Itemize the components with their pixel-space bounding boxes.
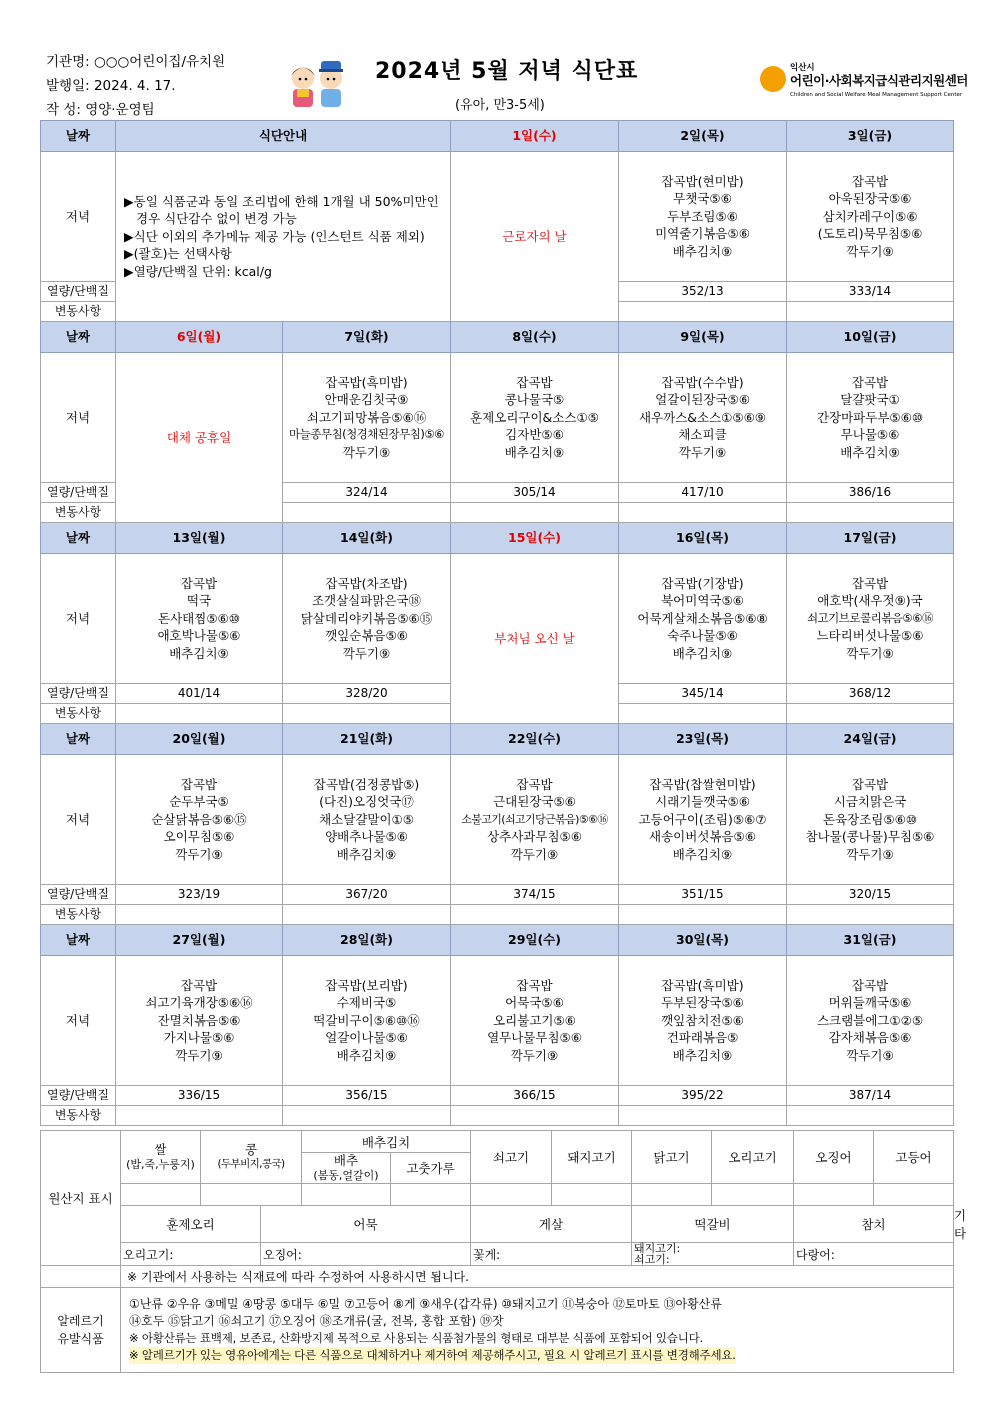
week5-change-row: [41, 1106, 954, 1126]
menu-item: 잡곡밥(보리밥): [325, 977, 408, 993]
menu-item: 잡곡밥: [851, 173, 889, 189]
menu-item: 스크램블에그①②⑤: [816, 1012, 924, 1028]
menu-item: 숙주나물⑤⑥: [667, 628, 738, 644]
change-cell: [283, 503, 451, 523]
menu-may-20: [116, 755, 283, 885]
menu-item: 잡곡밥: [851, 977, 889, 993]
menu-may-30: [619, 956, 787, 1086]
kcal-may-7: 324/14: [283, 483, 451, 503]
menu-item: 잡곡밥: [180, 575, 218, 591]
origin-crab: 게살: [471, 1206, 632, 1243]
change-cell: [116, 905, 283, 925]
issue-date: 발행일: 2024. 4. 17.: [46, 78, 176, 94]
origin-bean-sub: (두부비지,콩국): [217, 1158, 285, 1170]
kcal-may-20: 323/19: [116, 885, 283, 905]
kcal-may-13: 401/14: [116, 684, 283, 704]
menu-item: 수제비국⑤: [336, 995, 397, 1011]
dinner-label: 저녁: [41, 152, 116, 282]
menu-item: 순두부국⑤: [169, 794, 229, 810]
menu-item: 애호박나물⑤⑥: [157, 628, 241, 644]
menu-item: 잡곡밥: [516, 776, 553, 792]
week5-kcal-row: [41, 1086, 954, 1106]
menu-may-28: [283, 956, 451, 1086]
origin-cabbage: [302, 1153, 391, 1184]
origin-squid-field: 오징어:: [261, 1243, 471, 1266]
origin-chicken: 닭고기: [632, 1131, 712, 1184]
menu-may-24: [787, 755, 954, 885]
origin-tteokgalbi: 떡갈비: [632, 1206, 794, 1243]
date-may-20: 20일(월): [116, 724, 283, 755]
week2-menu-row: [41, 353, 954, 483]
origin-value-cell: [121, 1184, 201, 1206]
origin-allergy-table: [40, 1130, 967, 1373]
menu-may-7: [283, 353, 451, 483]
menu-item: 닭살데리야키볶음⑤⑥⑮: [300, 610, 433, 626]
menu-may-13: [116, 554, 283, 684]
week1-header: [41, 121, 954, 152]
menu-may-3: [787, 152, 954, 282]
menu-item: 상추사과무침⑤⑥: [487, 829, 582, 845]
logo-center-name: 어린이·사회복지급식관리지원센터: [790, 73, 968, 88]
dinner-label: 저녁: [41, 353, 116, 483]
menu-item: 근대된장국⑤⑥: [493, 794, 576, 810]
menu-may-2: [619, 152, 787, 282]
menu-item: 배추김치⑨: [504, 444, 565, 460]
author: 작 성: 영양·운영팀: [46, 102, 155, 118]
origin-header-row-3: 훈제오리 어묵 게살 떡갈비 참치 기타: [41, 1206, 954, 1243]
menu-may-8: [451, 353, 619, 483]
dinner-label: 저녁: [41, 554, 116, 684]
menu-item: 배추김치⑨: [840, 444, 900, 460]
notice-box: [116, 152, 451, 322]
date-may-27: 27일(월): [116, 925, 283, 956]
allergy-line: ※ 알레르기가 있는 영유아에게는 다른 식품으로 대체하거나 제거하여 제공해주시고, 필요 시 알레르기 표시를 변경해주세요.: [129, 1348, 736, 1362]
menu-item: 두부된장국⑤⑥: [661, 995, 744, 1011]
menu-item: 잡곡밥(기장밥): [661, 575, 744, 591]
kcal-label: 열량/단백질: [41, 1086, 116, 1106]
menu-item: 순살닭볶음⑤⑥⑮: [151, 811, 247, 827]
menu-item: 애호박(새우젓⑨)국: [817, 593, 923, 609]
menu-item: 건파래볶음⑤: [666, 1030, 739, 1046]
date-may-23: 23일(목): [619, 724, 787, 755]
origin-rice-sub: (밥,죽,누룽지): [126, 1158, 195, 1171]
change-cell: [619, 704, 787, 724]
origin-mackerel: 고등어: [874, 1131, 954, 1184]
date-may-17: 17일(금): [787, 523, 954, 554]
origin-pepper: 고춧가루: [391, 1153, 471, 1184]
menu-item: 머위들깨국⑤⑥: [828, 995, 912, 1011]
week4-header: [41, 724, 954, 755]
origin-beef: 쇠고기: [471, 1131, 552, 1184]
origin-pork: 돼지고기: [552, 1131, 632, 1184]
origin-value-cell: [552, 1184, 632, 1206]
allergy-label-line: 유발식품: [57, 1332, 104, 1346]
menu-item: 가지나물⑤⑥: [163, 1030, 235, 1046]
menu-item: 아욱된장국⑤⑥: [828, 191, 912, 207]
kcal-may-14: 328/20: [283, 684, 451, 704]
change-cell: [451, 1106, 619, 1126]
origin-duck: 오리고기: [712, 1131, 794, 1184]
kcal-may-9: 417/10: [619, 483, 787, 503]
kcal-may-27: 336/15: [116, 1086, 283, 1106]
page-subtitle: (유아, 만3-5세): [455, 98, 545, 113]
menu-item: 잡곡밥(차조밥): [325, 575, 408, 591]
menu-item: 느타리버섯나물⑤⑥: [816, 628, 924, 644]
menu-item: 양배추나물⑤⑥: [325, 829, 408, 845]
date-may-13: 13일(월): [116, 523, 283, 554]
change-cell: [787, 905, 954, 925]
notice-line: 경우 식단감수 없이 변경 가능: [136, 211, 297, 227]
menu-item: 북어미역국⑤⑥: [661, 593, 744, 609]
menu-item: 간장마파두부⑤⑥⑩: [816, 409, 924, 425]
page-header: [0, 0, 992, 118]
menu-item: 참나물(콩나물)무침⑤⑥: [805, 829, 935, 845]
kcal-may-10: 386/16: [787, 483, 954, 503]
menu-item: 배추김치⑨: [672, 846, 733, 862]
origin-value-cell: [471, 1184, 552, 1206]
notice-line: ▶(괄호)는 선택사항: [124, 246, 232, 262]
org-name: 기관명: ○○○어린이집/유치원: [46, 54, 226, 70]
menu-item: 콩나물국⑤: [504, 392, 565, 408]
origin-duck-field: 오리고기:: [121, 1243, 261, 1266]
menu-table: [40, 120, 954, 1126]
week4-kcal-row: [41, 885, 954, 905]
dinner-label: 저녁: [41, 956, 116, 1086]
menu-item: 깍두기⑨: [342, 645, 391, 661]
origin-tuna-field: 다랑어:: [794, 1243, 954, 1266]
menu-may-9: [619, 353, 787, 483]
menu-item: 잡곡밥(검정콩밥⑤): [313, 776, 420, 792]
menu-item: 잡곡밥: [851, 374, 889, 390]
menu-item: 깍두기⑨: [175, 846, 223, 862]
change-cell: [787, 704, 954, 724]
menu-item: 마늘종무침(청경채된장무침)⑤⑥: [289, 427, 444, 442]
kcal-may-17: 368/12: [787, 684, 954, 704]
week3-menu-row: [41, 554, 954, 684]
week4-menu-row: [41, 755, 954, 885]
change-cell: [787, 302, 954, 322]
origin-kimchi: 배추김치: [302, 1131, 471, 1153]
menu-item: 어묵국⑤⑥: [505, 995, 564, 1011]
holiday-may-6: 대체 공휴일: [116, 353, 283, 523]
menu-item: 안매운김칫국⑨: [324, 392, 409, 408]
menu-item: 깍두기⑨: [342, 444, 391, 460]
menu-item: 잡곡밥: [516, 374, 553, 390]
week5-menu-row: [41, 956, 954, 1086]
change-label: 변동사항: [41, 302, 116, 322]
date-may-14: 14일(화): [283, 523, 451, 554]
week4-change-row: [41, 905, 954, 925]
date-may-10: 10일(금): [787, 322, 954, 353]
change-cell: [451, 503, 619, 523]
menu-item: 깍두기⑨: [846, 243, 894, 259]
notice-line: ▶열량/단백질 단위: kcal/g: [124, 263, 272, 279]
kcal-may-23: 351/15: [619, 885, 787, 905]
allergy-line: ①난류 ②우유 ③메밀 ④땅콩 ⑤대두 ⑥밀 ⑦고등어 ⑧게 ⑨새우(갑각류) ⑩돼지고기 ⑪복숭아 ⑫토마토 ⑬아황산류: [129, 1297, 722, 1311]
menu-item: 채소피클: [678, 427, 727, 443]
menu-may-21: [283, 755, 451, 885]
change-cell: [283, 1106, 451, 1126]
menu-item: 잡곡밥: [516, 977, 553, 993]
menu-item: 깍두기⑨: [846, 846, 894, 862]
origin-pork-field: 돼지고기:: [634, 1242, 681, 1255]
allergy-line: ※ 아황산류는 표백제, 보존료, 산화방지제 목적으로 사용되는 식품첨가물의 형태로 대부분 식품에 포함되어 있습니다.: [129, 1331, 703, 1345]
origin-value-cell: [632, 1184, 712, 1206]
menu-item: 돈사태찜⑤⑥⑩: [158, 610, 240, 626]
menu-item: 새송이버섯볶음⑤⑥: [649, 829, 756, 845]
date-may-6: 6일(월): [116, 322, 283, 353]
change-cell: [619, 1106, 787, 1126]
menu-may-16: [619, 554, 787, 684]
kcal-label: 열량/단백질: [41, 483, 116, 503]
change-cell: [619, 503, 787, 523]
notice-line: ▶식단 이외의 추가메뉴 제공 가능 (인스턴트 식품 제외): [124, 228, 425, 244]
origin-value-cell: [391, 1184, 471, 1206]
menu-item: 얼갈이나물⑤⑥: [325, 1030, 408, 1046]
menu-item: 떡갈비구이⑤⑥⑩⑯: [313, 1012, 420, 1028]
date-may-24: 24일(금): [787, 724, 954, 755]
menu-item: 시금치맑은국: [833, 794, 907, 810]
week1-menu-row: [41, 152, 954, 282]
menu-item: 깍두기⑨: [510, 846, 559, 862]
change-cell: [451, 905, 619, 925]
allergy-label: [41, 1288, 121, 1373]
menu-item: 달걀팟국①: [840, 392, 900, 408]
change-label: 변동사항: [41, 704, 116, 724]
origin-cabbage-sub: (봄동,얼갈이): [313, 1169, 379, 1182]
origin-value-row-1: [41, 1184, 954, 1206]
menu-may-14: [283, 554, 451, 684]
origin-value-cell: [201, 1184, 302, 1206]
date-may-1: 1일(수): [451, 121, 619, 152]
menu-item: 배추김치⑨: [672, 243, 733, 259]
kcal-may-28: 356/15: [283, 1086, 451, 1106]
kcal-label: 열량/단백질: [41, 885, 116, 905]
date-may-9: 9일(목): [619, 322, 787, 353]
menu-may-23: [619, 755, 787, 885]
holiday-may-1: 근로자의 날: [451, 152, 619, 322]
menu-item: 돈육장조림⑤⑥⑩: [823, 811, 917, 827]
kcal-label: 열량/단백질: [41, 684, 116, 704]
menu-item: 깍두기⑨: [846, 645, 894, 661]
logo-city: 익산시: [790, 63, 815, 73]
change-label: 변동사항: [41, 905, 116, 925]
kcal-may-31: 387/14: [787, 1086, 954, 1106]
date-may-3: 3일(금): [787, 121, 954, 152]
origin-value-cell: [712, 1184, 794, 1206]
page-title: 2024년 5월 저녁 식단표: [375, 59, 639, 84]
center-logo: [760, 63, 968, 104]
allergy-line: ⑭호두 ⑮닭고기 ⑯쇠고기 ⑰오징어 ⑱조개류(굴, 전복, 홍합 포함) ⑲잣: [129, 1314, 504, 1328]
origin-value-cell: [302, 1184, 391, 1206]
menu-item: 잡곡밥(흑미밥): [661, 977, 744, 993]
change-cell: [116, 704, 283, 724]
notice-line: ▶동일 식품군과 동일 조리법에 한해 1개월 내 50%미만인: [124, 193, 439, 209]
menu-item: 깍두기⑨: [510, 1047, 559, 1063]
week5-header: [41, 925, 954, 956]
holiday-may-15: 부처님 오신 날: [451, 554, 619, 724]
change-cell: [283, 905, 451, 925]
menu-item: 깻잎순볶음⑤⑥: [325, 628, 408, 644]
menu-item: 잡곡밥: [180, 977, 218, 993]
kids-illustration-icon: [283, 56, 353, 110]
origin-label-cont: [41, 1266, 121, 1288]
origin-crab-field: 꽃게:: [471, 1243, 632, 1266]
menu-item: 쇠고기피망볶음⑤⑥⑯: [306, 409, 427, 425]
menu-item: 무챗국⑤⑥: [673, 191, 732, 207]
dinner-label: 저녁: [41, 755, 116, 885]
menu-item: 깍두기⑨: [678, 444, 727, 460]
kcal-may-8: 305/14: [451, 483, 619, 503]
date-may-8: 8일(수): [451, 322, 619, 353]
origin-value-cell: [794, 1184, 874, 1206]
date-may-15: 15일(수): [451, 523, 619, 554]
menu-item: 쇠고기육개장⑤⑥⑯: [145, 995, 253, 1011]
menu-item: 깍두기⑨: [175, 1047, 223, 1063]
date-may-16: 16일(목): [619, 523, 787, 554]
menu-item: 배추김치⑨: [672, 645, 733, 661]
menu-item: 두부조림⑤⑥: [667, 208, 738, 224]
menu-item: 시래기들깻국⑤⑥: [655, 794, 750, 810]
kcal-may-22: 374/15: [451, 885, 619, 905]
allergy-label-line: 알레르기: [57, 1314, 104, 1328]
logo-english: Children and Social Welfare Meal Management Support Center: [790, 92, 963, 98]
origin-value-cell: [874, 1184, 954, 1206]
origin-tuna: 참치: [794, 1206, 954, 1243]
menu-item: 잡곡밥(현미밥): [661, 173, 744, 189]
date-label: 날짜: [41, 523, 116, 554]
smile-logo-icon: [760, 66, 786, 92]
change-label: 변동사항: [41, 1106, 116, 1126]
origin-rice: [121, 1131, 201, 1184]
menu-item: 잡곡밥(흑미밥): [325, 374, 408, 390]
date-may-7: 7일(화): [283, 322, 451, 353]
menu-item: 깍두기⑨: [846, 1047, 894, 1063]
origin-header-row-1: [41, 1131, 954, 1153]
menu-item: 어묵게살채소볶음⑤⑥⑧: [637, 610, 768, 626]
menu-may-27: [116, 956, 283, 1086]
change-cell: [116, 1106, 283, 1126]
week3-header: [41, 523, 954, 554]
date-may-2: 2일(목): [619, 121, 787, 152]
menu-item: 잡곡밥(찹쌀현미밥): [649, 776, 756, 792]
date-label: 날짜: [41, 121, 116, 152]
allergy-row: [41, 1288, 954, 1373]
date-may-29: 29일(수): [451, 925, 619, 956]
menu-item: 잡곡밥: [851, 575, 889, 591]
date-may-28: 28일(화): [283, 925, 451, 956]
origin-value-row-2: [41, 1243, 954, 1266]
change-cell: [787, 1106, 954, 1126]
menu-item: 잡곡밥: [851, 776, 889, 792]
origin-squid: 오징어: [794, 1131, 874, 1184]
origin-bean: [201, 1131, 302, 1184]
origin-fishcake: 어묵: [261, 1206, 471, 1243]
menu-item: 배추김치⑨: [336, 1047, 397, 1063]
menu-item: 배추김치⑨: [336, 846, 397, 862]
menu-item: 고등어구이(조림)⑤⑥⑦: [638, 811, 767, 827]
allergy-text: [121, 1288, 954, 1373]
kcal-may-21: 367/20: [283, 885, 451, 905]
menu-item: 잡곡밥: [180, 776, 218, 792]
menu-may-29: [451, 956, 619, 1086]
change-cell: [283, 704, 451, 724]
date-label: 날짜: [41, 925, 116, 956]
guide-header: 식단안내: [116, 121, 451, 152]
menu-item: (도토리)묵무침⑤⑥: [817, 226, 923, 242]
menu-item: 깻잎참치전⑤⑥: [661, 1012, 744, 1028]
menu-item: 오리불고기⑤⑥: [493, 1012, 576, 1028]
menu-may-22: [451, 755, 619, 885]
menu-may-10: [787, 353, 954, 483]
menu-item: 잡곡밥(수수밥): [661, 374, 744, 390]
kcal-may-29: 366/15: [451, 1086, 619, 1106]
menu-item: 잔멸치볶음⑤⑥: [157, 1012, 241, 1028]
date-label: 날짜: [41, 724, 116, 755]
date-may-31: 31일(금): [787, 925, 954, 956]
date-may-22: 22일(수): [451, 724, 619, 755]
kcal-may-24: 320/15: [787, 885, 954, 905]
kcal-may-3: 333/14: [787, 282, 954, 302]
menu-item: (다진)오징엇국⑰: [319, 794, 414, 810]
week2-header: [41, 322, 954, 353]
date-may-21: 21일(화): [283, 724, 451, 755]
origin-cabbage-name: 배추: [333, 1153, 359, 1168]
change-label: 변동사항: [41, 503, 116, 523]
menu-item: 오이무침⑤⑥: [163, 829, 235, 845]
kcal-may-16: 345/14: [619, 684, 787, 704]
origin-rice-name: 쌀: [154, 1142, 167, 1157]
change-cell: [619, 905, 787, 925]
change-cell: [619, 302, 787, 322]
menu-item: 미역줄기볶음⑤⑥: [655, 226, 750, 242]
menu-item: 얼갈이된장국⑤⑥: [655, 392, 750, 408]
menu-item: 김자반⑤⑥: [505, 427, 564, 443]
origin-beef-field: 쇠고기:: [634, 1253, 670, 1266]
date-may-30: 30일(목): [619, 925, 787, 956]
menu-item: 훈제오리구이&소스①⑤: [470, 409, 599, 425]
menu-item: 소불고기(쇠고기당근볶음)⑤⑥⑯: [461, 812, 608, 826]
menu-item: 무나물⑤⑥: [840, 427, 900, 443]
menu-item: 배추김치⑨: [169, 645, 229, 661]
menu-item: 삼치카레구이⑤⑥: [822, 208, 918, 224]
menu-item: 쇠고기브로콜리볶음⑤⑥⑯: [806, 610, 934, 625]
kcal-may-30: 395/22: [619, 1086, 787, 1106]
origin-bean-name: 콩: [244, 1142, 258, 1157]
date-label: 날짜: [41, 322, 116, 353]
kcal-label: 열량/단백질: [41, 282, 116, 302]
menu-item: 열무나물무침⑤⑥: [487, 1030, 582, 1046]
origin-note: ※ 기관에서 사용하는 식재료에 따라 수정하여 사용하시면 됩니다.: [121, 1266, 954, 1288]
menu-item: 채소달걀말이①⑤: [319, 811, 414, 827]
menu-item: 떡국: [186, 593, 212, 609]
menu-may-17: [787, 554, 954, 684]
menu-item: 감자채볶음⑤⑥: [828, 1030, 912, 1046]
menu-item: 배추김치⑨: [672, 1047, 733, 1063]
menu-item: 새우까스&소스①⑤⑥⑨: [638, 409, 767, 425]
change-cell: [787, 503, 954, 523]
kcal-may-2: 352/13: [619, 282, 787, 302]
origin-label: 원산지 표시: [41, 1131, 121, 1266]
origin-smoked-duck: 훈제오리: [121, 1206, 261, 1243]
origin-note-row: [41, 1266, 954, 1288]
origin-meat-field: [632, 1243, 794, 1266]
menu-may-31: [787, 956, 954, 1086]
menu-item: 조갯살실파맑은국⑱: [311, 593, 422, 609]
